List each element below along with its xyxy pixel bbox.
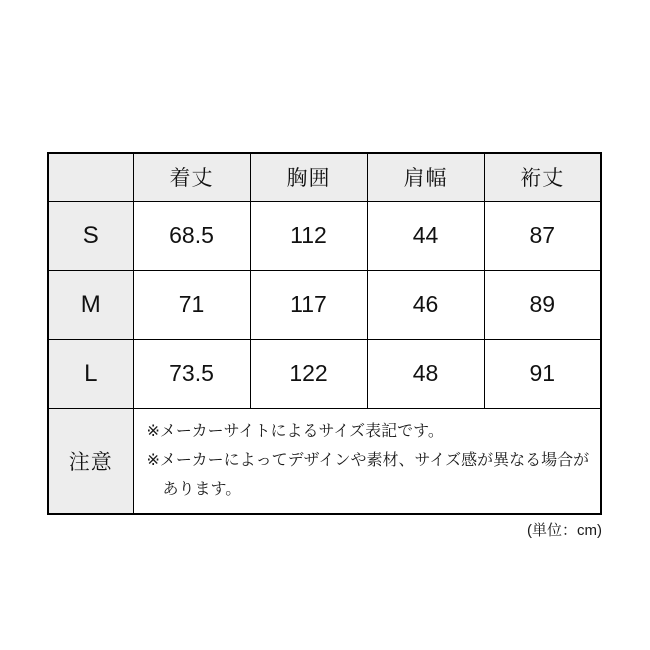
column-header-shoulder-width: 肩幅: [367, 153, 484, 201]
cell-s-chest: 112: [250, 201, 367, 270]
note-line-disclaimer: ※メーカーによってデザインや素材、サイズ感が異なる場合があります。: [146, 452, 590, 499]
cell-l-body-length: 73.5: [133, 339, 250, 408]
cell-l-shoulder-width: 48: [367, 339, 484, 408]
header-row: [48, 153, 601, 201]
note-line-source: ※メーカーサイトによるサイズ表記です。: [146, 423, 444, 441]
cell-l-chest: 122: [250, 339, 367, 408]
cell-l-sleeve-length: 91: [484, 339, 601, 408]
size-row-m: [48, 270, 601, 339]
note-row-header: 注意: [48, 408, 133, 514]
cell-s-body-length: 68.5: [133, 201, 250, 270]
unit-label: (単位：cm): [527, 522, 602, 539]
cell-m-sleeve-length: 89: [484, 270, 601, 339]
row-header-size-m: M: [48, 270, 133, 339]
column-header-body-length: 着丈: [133, 153, 250, 201]
note-cell: [133, 408, 601, 514]
row-header-size-s: S: [48, 201, 133, 270]
cell-m-body-length: 71: [133, 270, 250, 339]
column-header-sleeve-length: 裄丈: [484, 153, 601, 201]
row-header-size-l: L: [48, 339, 133, 408]
cell-s-sleeve-length: 87: [484, 201, 601, 270]
cell-m-chest: 117: [250, 270, 367, 339]
note-row: [48, 408, 601, 514]
cell-s-shoulder-width: 44: [367, 201, 484, 270]
size-row-l: [48, 339, 601, 408]
cell-m-shoulder-width: 46: [367, 270, 484, 339]
size-table: [47, 152, 602, 515]
corner-cell: [48, 153, 133, 201]
size-row-s: [48, 201, 601, 270]
column-header-chest: 胸囲: [250, 153, 367, 201]
